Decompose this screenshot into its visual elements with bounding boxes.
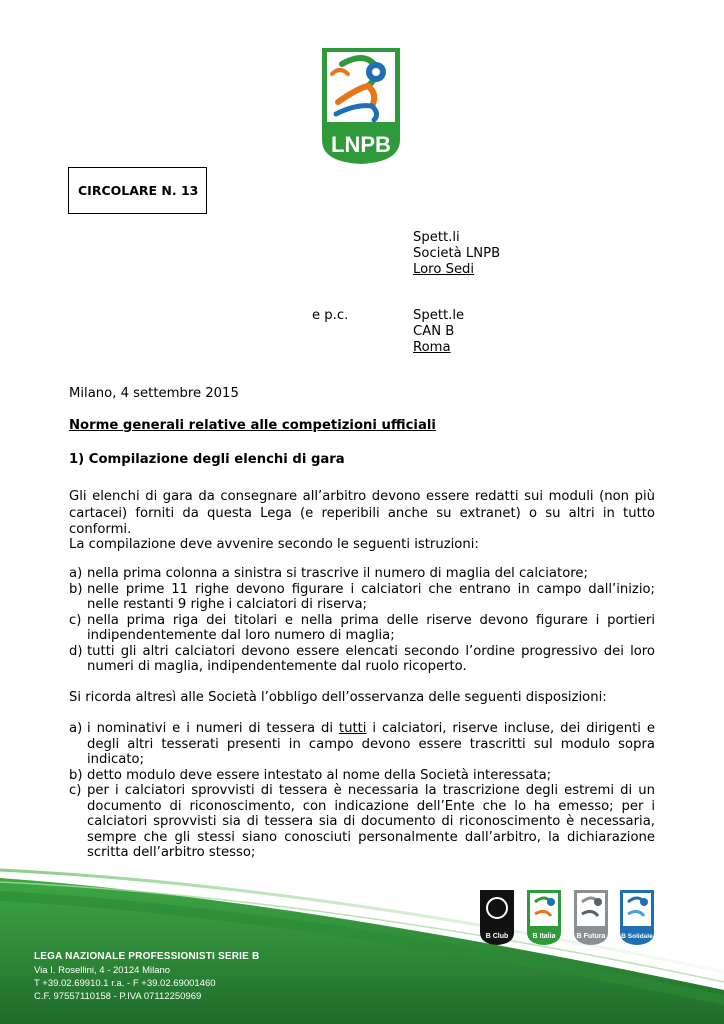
- svg-text:B Solidale: B Solidale: [621, 933, 653, 940]
- recipient-line-3: Loro Sedi: [413, 262, 475, 277]
- list-item: c) nella prima riga dei titolari e nella prima delle riserve devono figurare i portieri indipendentemente dal loro numero di maglia;: [69, 612, 655, 643]
- list-item: a) nella prima colonna a sinistra si trascrive il numero di maglia del calciatore;: [69, 566, 588, 581]
- list-item: a) i nominativi e i numeri di tessera di tutti i calciatori, riserve incluse, dei dirigenti e degli altri tesserati presenti in campo devono essere trascritti sul modulo sopra indicato;: [69, 721, 655, 767]
- b-solidale-badge: [618, 888, 656, 946]
- cc-line-2: CAN B: [413, 324, 455, 339]
- svg-text:B Futura: B Futura: [576, 933, 606, 940]
- instructions-list: [69, 566, 655, 675]
- document-heading: Norme generali relative alle competizioni ufficiali: [69, 418, 436, 433]
- footer-phone: T +39.02.69910.1 r.a. - F +39.02.69001460: [34, 978, 216, 989]
- footer: [0, 860, 724, 1024]
- cc-line-1: Spett.le: [413, 308, 465, 323]
- section-1-title: 1) Compilazione degli elenchi di gara: [69, 452, 345, 467]
- b-club-badge: [478, 888, 516, 946]
- cc-label: e p.c.: [312, 308, 349, 323]
- paragraph-1: Gli elenchi di gara da consegnare all’arbitro devono essere redatti sui moduli (non più cartacei) forniti da questa Lega (e reperibili anche su extranet) o su altri in tutto conformi.: [69, 489, 655, 537]
- list-item: b) detto modulo deve essere intestato al nome della Società interessata;: [69, 767, 552, 783]
- circolare-label: CIRCOLARE N. 13: [78, 183, 199, 198]
- list-item: d) tutti gli altri calciatori devono essere elencati secondo l’ordine progressivo dei loro numeri di maglia, indipendentemente dal ruolo ricoperto.: [69, 643, 655, 674]
- paragraph-3: Si ricorda altresì alle Società l’obbligo dell’osservanza delle seguenti disposizioni:: [69, 690, 607, 705]
- list-item: b) nelle prime 11 righe devono figurare i calciatori che entrano in campo dall’inizio; nelle restanti 9 righe i calciatori di riserva;: [69, 581, 655, 612]
- paragraph-2: La compilazione deve avvenire secondo le seguenti istruzioni:: [69, 537, 479, 552]
- list-item: c) per i calciatori sprovvisti di tessera è necessaria la trascrizione degli estremi di un documento di riconoscimento, con indicazione dell’Ente che lo ha emesso; per i calciatori sprovvisti sia di tessera sia di documento di riconoscimento è necessaria, sempre che gli stessi siano conosciuti personalmente dall’arbitro, la dichiarazione scritta dell’arbitro stesso;: [69, 783, 655, 860]
- date: Milano, 4 settembre 2015: [69, 386, 239, 401]
- b-futura-badge: [572, 888, 610, 946]
- footer-org: LEGA NAZIONALE PROFESSIONISTI SERIE B: [34, 951, 260, 962]
- footer-tax: C.F. 97557110158 - P.IVA 07112250969: [34, 991, 202, 1002]
- lnpb-logo: [318, 44, 404, 166]
- recipient-line-1: Spett.li: [413, 230, 460, 245]
- footer-address: Via I. Rosellini, 4 - 20124 Milano: [34, 965, 171, 976]
- cc-line-3: Roma: [413, 340, 451, 355]
- recipient-line-2: Società LNPB: [413, 246, 501, 261]
- logo-text: LNPB: [331, 132, 391, 157]
- obligations-list: [69, 721, 655, 861]
- svg-text:B Italia: B Italia: [532, 933, 556, 940]
- b-italia-badge: [525, 888, 563, 946]
- svg-text:B Club: B Club: [485, 933, 509, 940]
